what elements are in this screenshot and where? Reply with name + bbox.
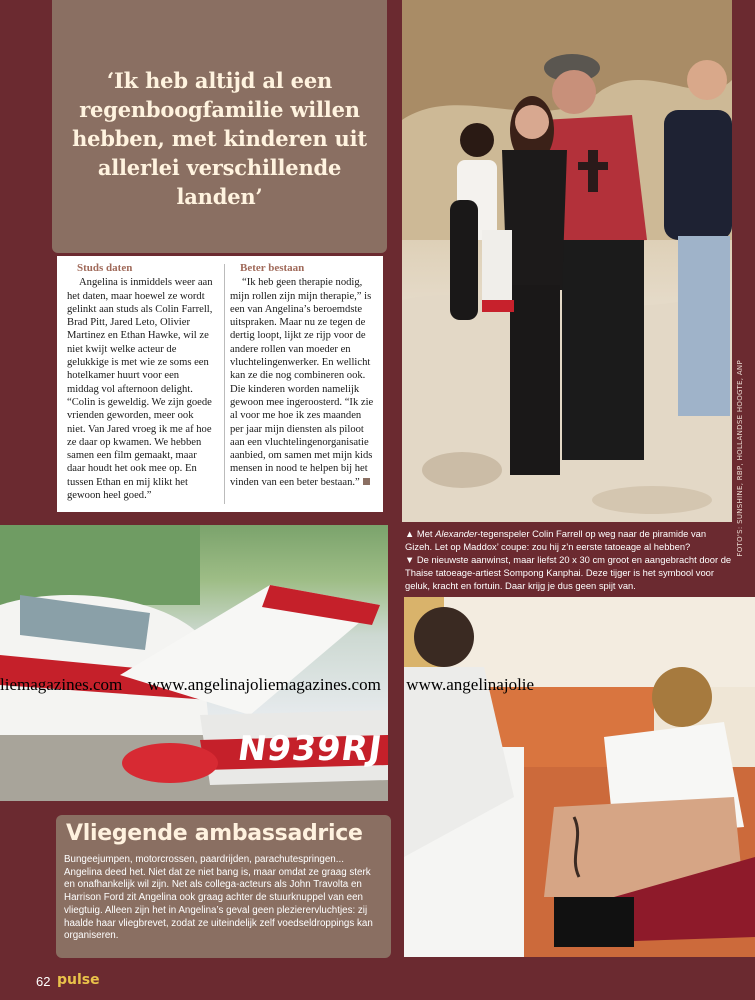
sidebar-title: Vliegende ambassadrice xyxy=(66,821,363,846)
watermark: liemagazines.com www.angelinajoliemagazines.com www.angelinajolie xyxy=(0,675,535,694)
article-panel xyxy=(57,256,383,512)
section-heading-beter: Beter bestaan xyxy=(240,262,305,274)
caption-top-prefix: ▲ Met xyxy=(405,528,436,539)
photo-airplane xyxy=(0,525,388,801)
article-column-1 xyxy=(67,262,213,502)
article-body-2 xyxy=(230,276,376,489)
article-column-2 xyxy=(230,262,376,489)
pull-quote-box xyxy=(52,0,387,253)
page-number: 62 xyxy=(36,974,51,989)
sidebar-body: Bungeejumpen, motorcrossen, paardrijden, parachutespringen... Angelina deed het. Niet dat ze niet bang is, maar omdat ze graag sterk en onafhankelijk wil zijn. Net als collega-acteurs als John Travolta en Harrison Ford zit Angelina ook graag achter de stuurknuppel van een vliegtuig. Alleen zijn het in Angelina’s geval geen plezierervluchtjes: zij haalde haar vliegbrevet, zodat ze uiteindelijk zelf voedseldroppings kan organiseren. xyxy=(64,854,373,942)
photo-credit: FOTO'S: SUNSHINE, RBP, HOLLANDSE HOOGTE, ANP xyxy=(736,360,744,557)
sidebar-box xyxy=(56,815,391,958)
tattoo-illustration xyxy=(404,597,755,957)
caption-top-film: Alexander xyxy=(435,528,478,539)
photo-tattoo xyxy=(404,597,755,957)
caption-bottom: ▼ De nieuwste aanwinst, maar liefst 20 x 30 cm groot en aangebracht door de Thaise tatoeage-artiest Sompong Kanphai. Deze tijger is het symbool voor geluk, kracht en fortuin. Daar krijg je dus geen spijt van. xyxy=(405,554,732,591)
caption-top xyxy=(405,528,735,554)
plane-registration: N939RJ xyxy=(235,729,386,769)
pull-quote: ‘Ik heb altijd al een regenboogfamilie willen hebben, met kinderen uit allerlei verschillende landen’ xyxy=(72,68,367,209)
caption-top-text: -tegenspeler Colin Farrell op weg naar de piramide van Gizeh. Let op Maddox’ coupe: zou hij z’n eerste tatoeage al hebben? xyxy=(405,528,707,552)
column-divider xyxy=(224,264,225,504)
magazine-brand: pulse xyxy=(57,972,100,988)
section-heading-studs: Studs daten xyxy=(77,262,133,274)
photo-pyramid-walk xyxy=(402,0,732,522)
article-body-1: Angelina is inmiddels weer aan het daten, maar hoewel ze wordt gelinkt aan studs als Colin Farrell, Brad Pitt, Jared Leto, Olivier Martinez en Ethan Hawke, wil ze niet kwijt welke acteur de gelukkige is met wie ze soms een hotelkamer huurt voor een middag vol afternoon delight. “Colin is geweldig. We zijn goede vrienden geworden, meer ook niet. Van Jared vroeg ik me af hoe ze daar op kwamen. We hebben samen een film gemaakt, maar daar houdt het ook mee op. En tussen Ethan en mij klikt het gewoon heel goed.” xyxy=(67,277,213,502)
end-mark xyxy=(363,478,370,485)
photo-pyramid-illustration xyxy=(402,0,732,522)
article-body-2-text: “Ik heb geen therapie nodig, mijn rollen zijn mijn therapie,” is een van Angelina’s beroemdste uitspraken. Maar nu ze tegen de dertig loopt, lijkt ze rijp voor de andere rollen van moeder en vluchtelingenwerker. En wellicht kan ze die nog combineren ook. Die kinderen worden namelijk gewoon mee ingeroosterd. “Ik zie al voor me hoe ik zes maanden per jaar mijn diensten als piloot aan een vluchtelingenorganisatie aanbied, om samen met mijn kids mensen in nood te helpen bij het vinden van een beter bestaan.” xyxy=(230,277,374,488)
